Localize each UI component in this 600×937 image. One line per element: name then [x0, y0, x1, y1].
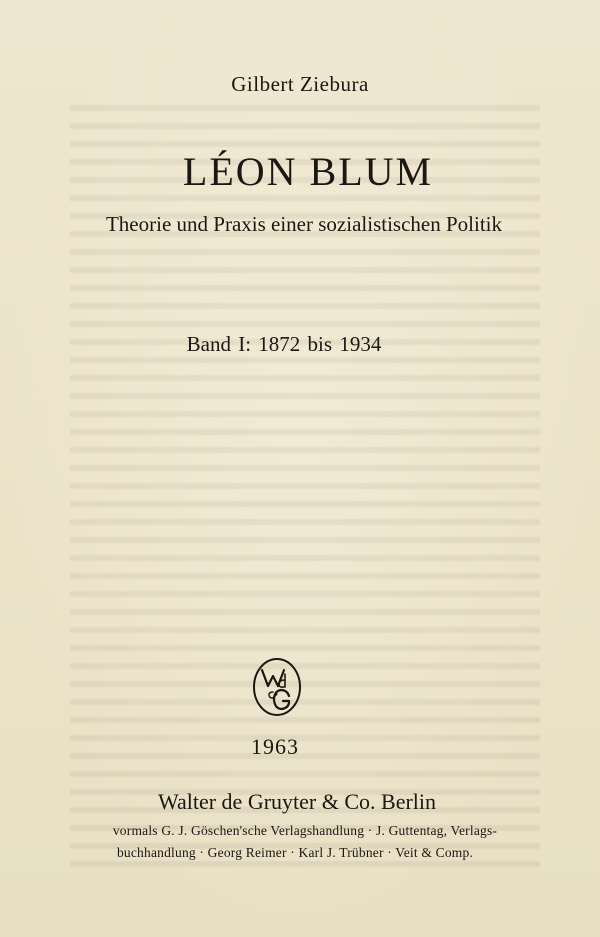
publisher-history-line-2: buchhandlung · Georg Reimer · Karl J. Trübner · Veit & Comp.: [116, 845, 474, 860]
publisher-name: Walter de Gruyter & Co. Berlin: [157, 789, 437, 814]
publication-year: 1963: [251, 734, 299, 759]
book-subtitle: Theorie und Praxis einer sozialistischen Politik: [105, 212, 502, 236]
publisher-history-line-1: vormals G. J. Göschen'sche Verlagshandlung · J. Guttentag, Verlags-: [112, 823, 498, 838]
publisher-logo-icon: [251, 656, 303, 718]
book-title: LÉON BLUM: [182, 149, 434, 194]
author-name: Gilbert Ziebura: [231, 72, 369, 96]
volume-info: Band I: 1872 bis 1934: [186, 332, 382, 356]
